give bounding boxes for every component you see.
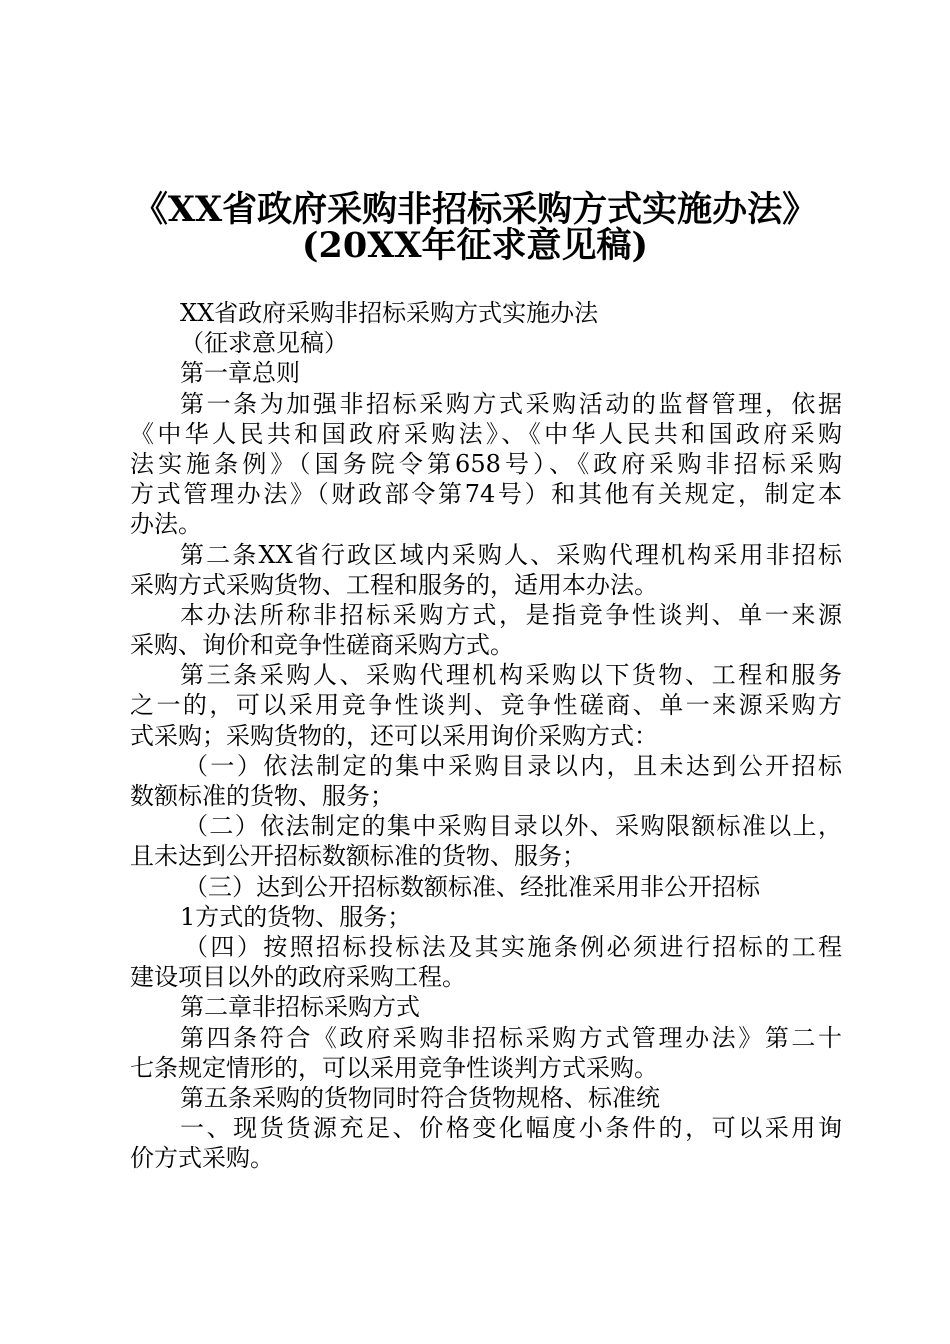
body-line: 之一的，可以采用竞争性谈判、竞争性磋商、单一来源采购方: [130, 691, 842, 720]
body-line: （二）依法制定的集中采购目录以外、采购限额标准以上，: [184, 812, 842, 841]
body-line: 第三条采购人、采购代理机构采购以下货物、工程和服务: [180, 661, 842, 690]
body-line: 式采购；采购货物的，还可以采用询价采购方式：: [130, 721, 658, 750]
body-line: （一）依法制定的集中采购目录以内，且未达到公开招标: [184, 751, 842, 780]
body-line: 七条规定情形的，可以采用竞争性谈判方式采购。: [130, 1053, 658, 1082]
body-line: 第五条采购的货物同时符合货物规格、标准统: [180, 1083, 660, 1112]
body-line: 本办法所称非招标采购方式，是指竞争性谈判、单一来源: [180, 600, 842, 629]
body-line: 且未达到公开招标数额标准的货物、服务；: [130, 842, 586, 871]
body-line: （四）按照招标投标法及其实施条例必须进行招标的工程: [184, 932, 842, 961]
body-line: 法实施条例》（国务院令第658号）、《政府采购非招标采购: [130, 449, 842, 478]
body-line: 一、现货货源充足、价格变化幅度小条件的，可以采用询: [180, 1114, 842, 1143]
body-line: 第二条XX省行政区域内采购人、采购代理机构采用非招标: [180, 540, 842, 569]
body-line: 《中华人民共和国政府采购法》、《中华人民共和国政府采购: [130, 419, 842, 448]
chapter-heading: 第二章非招标采购方式: [180, 993, 420, 1022]
document-title: 《XX省政府采购非招标采购方式实施办法》: [132, 189, 818, 230]
body-line: 建设项目以外的政府采购工程。: [130, 963, 466, 992]
body-line: （征求意见稿）: [180, 329, 348, 358]
body-line: XX省政府采购非招标采购方式实施办法: [180, 299, 599, 327]
body-line: 数额标准的货物、服务；: [130, 782, 394, 810]
body-line: 第一条为加强非招标采购方式采购活动的监督管理，依据: [180, 389, 842, 418]
body-line: 办法。: [130, 510, 202, 539]
body-line: 第四条符合《政府采购非招标采购方式管理办法》第二十: [180, 1023, 842, 1052]
document-subtitle: (20XX年征求意见稿): [301, 225, 649, 266]
chapter-heading: 第一章总则: [180, 359, 300, 388]
body-line: 方式管理办法》（财政部令第74号）和其他有关规定，制定本: [130, 480, 842, 509]
body-line: 价方式采购。: [130, 1144, 274, 1173]
body-line: 1方式的货物、服务；: [180, 902, 412, 931]
body-line: 采购方式采购货物、工程和服务的，适用本办法。: [130, 570, 658, 599]
body-line: 采购、询价和竞争性磋商采购方式。: [130, 631, 514, 660]
document-body: [130, 298, 842, 1173]
body-line: （三）达到公开招标数额标准、经批准采用非公开招标: [184, 872, 760, 901]
